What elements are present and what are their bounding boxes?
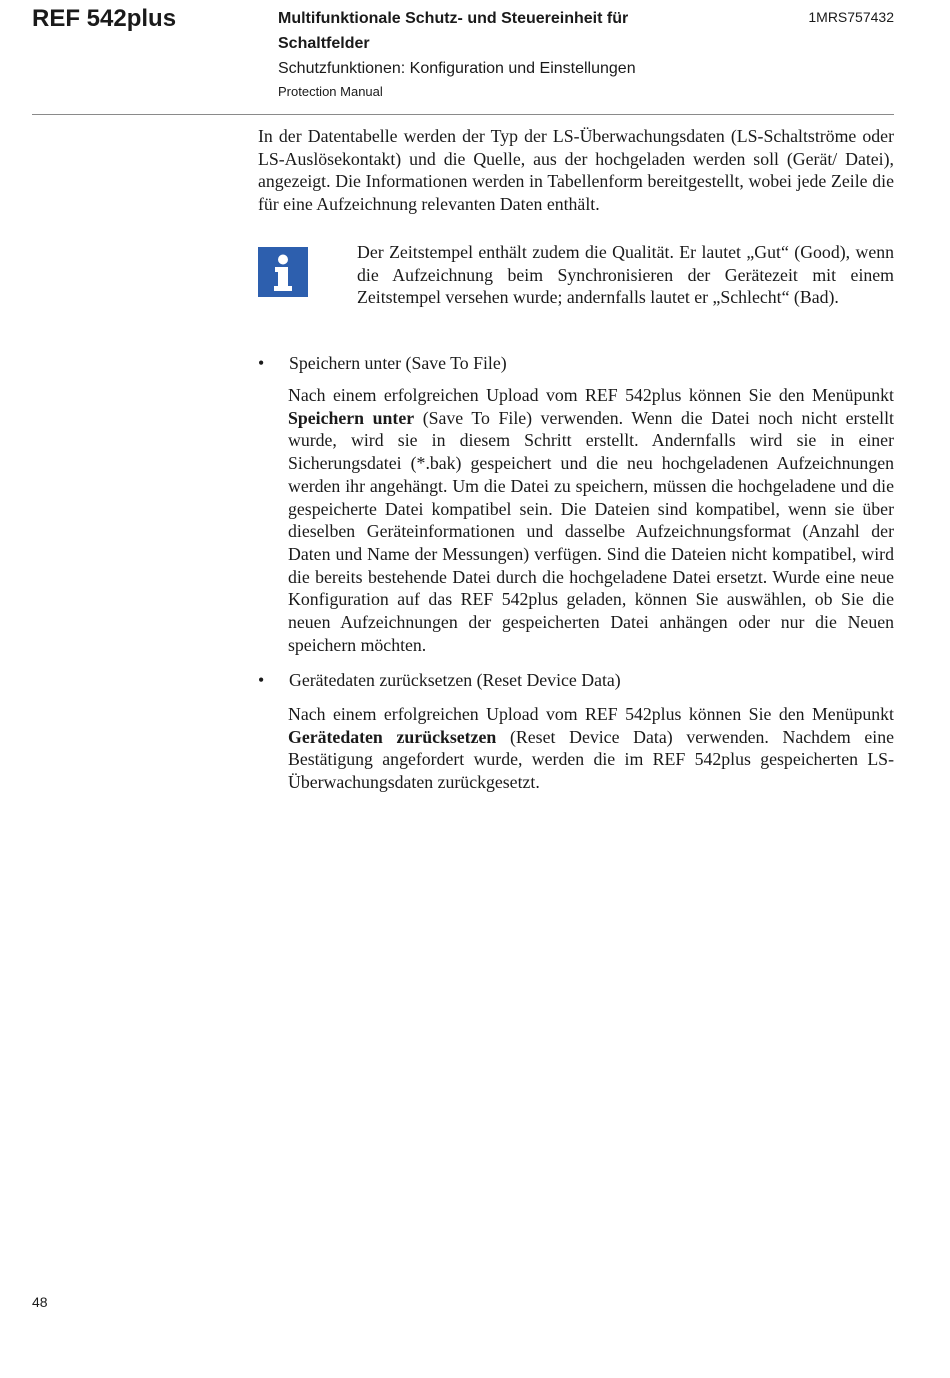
menu-term-bold: Gerätedaten zurücksetzen: [288, 726, 497, 747]
paragraph-text: (Save To File) verwenden. Wenn die Datei noch nicht erstellt wurde, wird sie in diesem Schritt erstellt. Andernfalls wird sie in einer Sicherungsdatei (*.bak) gespeichert und die neu hochgeladenen Aufzeichnungen werden ihr angehängt. Um die Datei zu speichern, müssen die hochgeladene und die gespeicherte Datei kompatibel sein. Die Dateien sind kompatibel, wenn sie über dieselben Geräteinformationen und dasselbe Aufzeichnungsformat (Anzahl der Daten und Name der Messungen) verfügen. Sind die Dateien nicht kompatibel, wird die bereits bestehende Datei durch die hochgeladene Datei ersetzt. Wurde eine neue Konfiguration auf das REF 542plus geladen, können Sie auswählen, ob Sie die neuen Aufzeichnungen der gespeicherten Datei anhängen oder nur die Neuen speichern möchten.: [288, 407, 894, 655]
bullet-label-save-to-file: Speichern unter (Save To File): [289, 353, 507, 373]
bullet-marker: •: [258, 353, 265, 373]
document-title: Multifunktionale Schutz- und Steuereinheit für Schaltfelder: [278, 10, 629, 52]
menu-term-bold: Speichern unter: [288, 407, 415, 428]
manual-name: Protection Manual: [278, 84, 383, 99]
save-to-file-paragraph: [288, 384, 894, 656]
info-icon: [258, 247, 308, 297]
document-subtitle: Schutzfunktionen: Konfiguration und Einstellungen: [278, 60, 636, 77]
paragraph-text: (Reset Device Data) verwenden. Nachdem eine Bestätigung angefordert wurde, werden die im REF 542plus gespeicherten LS-Überwachungsdaten zurückgesetzt.: [288, 726, 894, 793]
paragraph-text: Nach einem erfolgreichen Upload vom REF 542plus können Sie den Menüpunkt: [288, 385, 894, 405]
intro-paragraph: In der Datentabelle werden der Typ der LS-Überwachungsdaten (LS-Schaltströme oder LS-Auslösekontakt) und die Quelle, aus der hochgeladen werden soll (Gerät/ Datei), angezeigt. Die Informationen werden in Tabellenform bereitgestellt, wobei jede Zeile die für eine Aufzeichnung relevanten Daten enthält.: [258, 126, 894, 215]
bullet-label-reset-device-data: Gerätedaten zurücksetzen (Reset Device Data): [289, 670, 621, 690]
reset-device-data-paragraph: [288, 703, 894, 794]
paragraph-text: Nach einem erfolgreichen Upload vom REF 542plus können Sie den Menüpunkt: [288, 704, 894, 724]
bullet-marker: •: [258, 670, 265, 690]
product-name: REF 542plus: [32, 5, 177, 32]
header-divider: [32, 114, 894, 115]
info-glyph: [258, 247, 308, 297]
page-number: 48: [32, 1294, 48, 1310]
note-text: Der Zeitstempel enthält zudem die Qualität. Er lautet „Gut“ (Good), wenn die Aufzeichnung beim Synchronisieren der Gerätezeit mit einem Zeitstempel versehen wurde; andernfalls lautet er „Schlecht“ (Bad).: [357, 242, 894, 308]
document-id: 1MRS757432: [808, 9, 894, 25]
